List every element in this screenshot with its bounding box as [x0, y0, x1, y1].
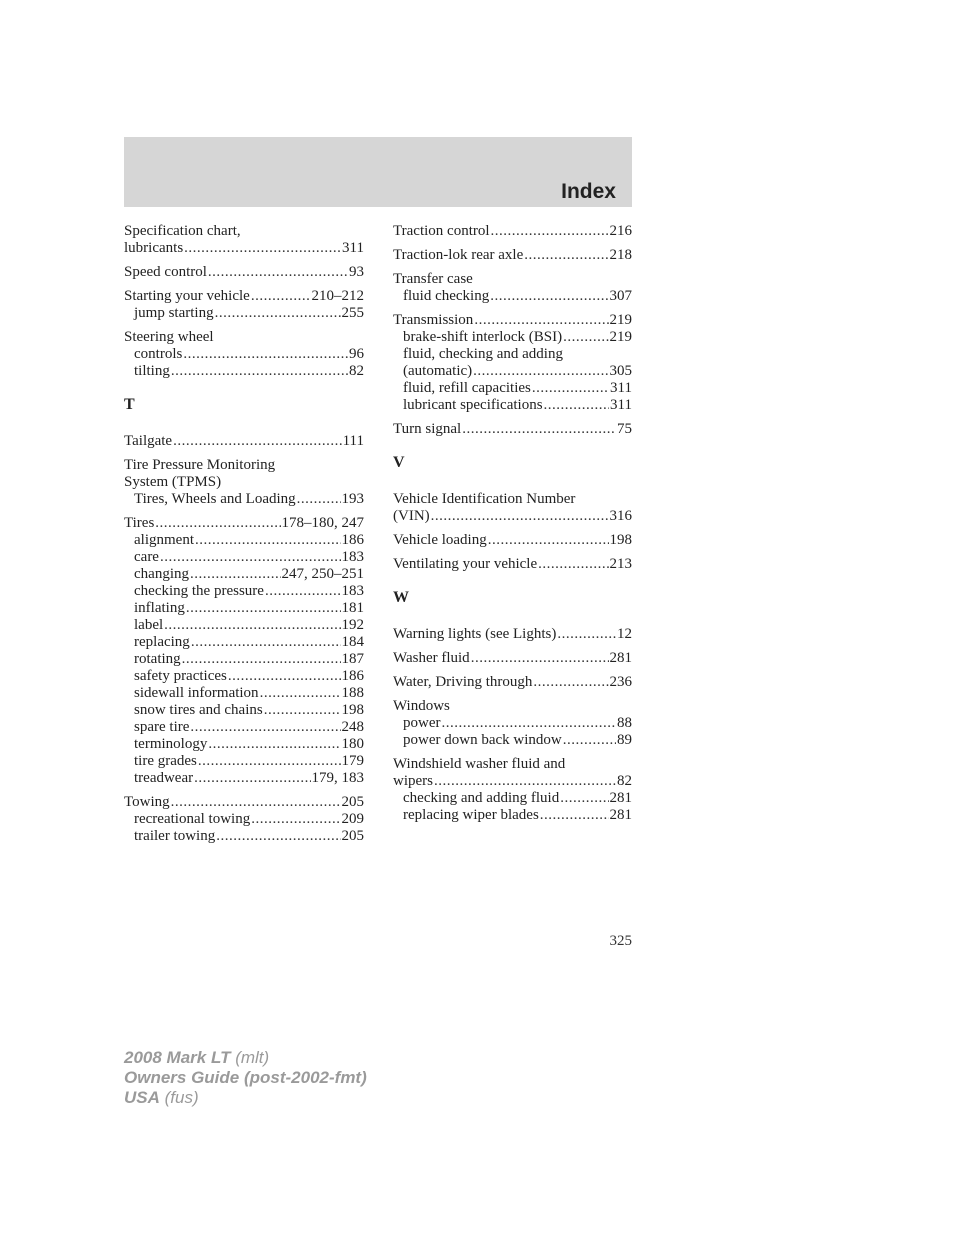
index-page-ref: 219: [609, 329, 632, 345]
index-subentry: [124, 770, 364, 787]
index-page-ref: 281: [609, 650, 632, 666]
index-entry: [393, 650, 632, 667]
index-page-ref: 82: [349, 363, 364, 379]
index-entry-line: [393, 491, 632, 508]
index-subentry: [124, 600, 364, 617]
index-term: controls: [134, 346, 183, 362]
index-subentry: [124, 811, 364, 828]
index-entry-line: [124, 223, 364, 240]
index-subentry: [393, 380, 632, 397]
index-page-ref: 192: [341, 617, 364, 633]
index-page-ref: 178–180, 247: [281, 515, 364, 531]
dot-leader: [533, 674, 608, 691]
index-page-ref: 305: [609, 363, 632, 379]
index-term: checking and adding fluid: [403, 790, 560, 806]
index-term: terminology: [134, 736, 208, 752]
dot-leader: [186, 600, 341, 617]
dot-leader: [544, 397, 610, 414]
index-subentry: [393, 329, 632, 346]
index-term: replacing: [134, 634, 190, 650]
index-term: Towing: [124, 794, 170, 810]
index-entry-line: [393, 508, 632, 525]
index-subentry: [124, 491, 364, 508]
index-entry: [124, 288, 364, 322]
index-entry: [393, 698, 632, 749]
index-term: Turn signal: [393, 421, 462, 437]
index-term: checking the pressure: [134, 583, 264, 599]
index-subentry: [124, 753, 364, 770]
index-entry: [393, 271, 632, 305]
index-page-ref: 187: [341, 651, 364, 667]
index-term: fluid, refill capacities: [403, 380, 531, 396]
index-term: Warning lights (see Lights): [393, 626, 557, 642]
index-entry: [393, 626, 632, 643]
index-term: Tire Pressure Monitoring: [124, 457, 276, 473]
index-term: Traction-lok rear axle: [393, 247, 524, 263]
index-subentry: [393, 790, 632, 807]
dot-leader: [265, 583, 341, 600]
index-entry-line: [124, 288, 364, 305]
dot-leader: [434, 773, 616, 790]
index-term: Traction control: [393, 223, 490, 239]
dot-leader: [538, 556, 608, 573]
index-letter-heading: W: [393, 589, 409, 606]
index-column-left: [124, 223, 364, 852]
index-subentry: [393, 732, 632, 749]
dot-leader: [297, 491, 341, 508]
index-page-ref: 311: [610, 397, 632, 413]
index-term: lubricants: [124, 240, 184, 256]
index-page-ref: 188: [341, 685, 364, 701]
index-entry: [393, 556, 632, 573]
index-subentry: [393, 807, 632, 824]
index-page-ref: 198: [609, 532, 632, 548]
index-term: Washer fluid: [393, 650, 470, 666]
index-page-ref: 88: [617, 715, 632, 731]
index-page-ref: 89: [617, 732, 632, 748]
index-page-ref: 75: [617, 421, 632, 437]
index-term: tilting: [134, 363, 170, 379]
document-footer: [124, 1048, 367, 1108]
index-entry-line: [124, 264, 364, 281]
index-page-ref: 96: [349, 346, 364, 362]
index-term: jump starting: [134, 305, 214, 321]
index-page-ref: 198: [341, 702, 364, 718]
page-number: 325: [609, 933, 632, 949]
index-subentry: [393, 715, 632, 732]
dot-leader: [215, 305, 341, 322]
index-term: rotating: [134, 651, 181, 667]
index-entry: [393, 756, 632, 824]
index-term: Vehicle Identification Number: [393, 491, 576, 507]
index-entry: [393, 223, 632, 240]
footer-line: 2008 Mark LT (mlt): [124, 1048, 270, 1067]
index-term: System (TPMS): [124, 474, 222, 490]
index-page-ref: 311: [610, 380, 632, 396]
index-term: Vehicle loading: [393, 532, 487, 548]
index-page-ref: 179, 183: [311, 770, 364, 786]
index-term: (automatic): [403, 363, 473, 379]
dot-leader: [228, 668, 341, 685]
dot-leader: [194, 770, 310, 787]
index-term: Transmission: [393, 312, 474, 328]
index-subentry: [393, 288, 632, 305]
index-entry-line: [393, 271, 632, 288]
dot-leader: [190, 719, 340, 736]
index-entry-line: [393, 674, 632, 691]
dot-leader: [563, 732, 616, 749]
index-term: Ventilating your vehicle: [393, 556, 538, 572]
index-term: Windshield washer fluid and: [393, 756, 566, 772]
index-term: wipers: [393, 773, 433, 789]
index-subentry: [393, 363, 632, 380]
index-term: brake-shift interlock (BSI): [403, 329, 563, 345]
index-page-ref: 186: [341, 668, 364, 684]
index-term: Starting your vehicle: [124, 288, 250, 304]
index-subentry: [124, 668, 364, 685]
index-page-ref: 209: [341, 811, 364, 827]
index-term: tire grades: [134, 753, 197, 769]
index-subentry: [393, 397, 632, 414]
index-page-ref: 281: [609, 790, 632, 806]
dot-leader: [208, 264, 348, 281]
index-entry: [124, 264, 364, 281]
dot-leader: [557, 626, 616, 643]
index-subentry: [124, 719, 364, 736]
index-entry-line: [393, 223, 632, 240]
dot-leader: [216, 828, 340, 845]
index-term: recreational towing: [134, 811, 251, 827]
dot-leader: [264, 702, 341, 719]
dot-leader: [260, 685, 341, 702]
index-entry-line: [393, 312, 632, 329]
index-letter-heading: T: [124, 396, 135, 413]
index-subentry: [124, 305, 364, 322]
index-page-ref: 236: [609, 674, 632, 690]
index-term: Tires, Wheels and Loading: [134, 491, 296, 507]
index-term: Water, Driving through: [393, 674, 533, 690]
index-letter-heading: V: [393, 454, 405, 471]
index-entry-line: [393, 421, 632, 438]
index-entry-line: [124, 474, 364, 491]
index-entry: [124, 794, 364, 845]
index-entry-line: [124, 240, 364, 257]
index-term: Specification chart,: [124, 223, 241, 239]
index-term: inflating: [134, 600, 185, 616]
dot-leader: [164, 617, 340, 634]
index-page-ref: 255: [341, 305, 364, 321]
dot-leader: [490, 288, 608, 305]
index-subentry: [124, 617, 364, 634]
index-page-ref: 179: [341, 753, 364, 769]
index-page-ref: 183: [341, 549, 364, 565]
index-entry: [393, 532, 632, 549]
dot-leader: [560, 790, 608, 807]
index-subentry: [124, 651, 364, 668]
index-term: changing: [134, 566, 189, 582]
index-page-ref: 181: [341, 600, 364, 616]
index-page-ref: 193: [341, 491, 364, 507]
index-term: spare tire: [134, 719, 190, 735]
index-page-ref: 180: [341, 736, 364, 752]
index-entry: [124, 457, 364, 508]
index-page-ref: 205: [341, 828, 364, 844]
index-entry-line: [393, 773, 632, 790]
index-term: Steering wheel: [124, 329, 214, 345]
index-entry: [124, 433, 364, 450]
dot-leader: [160, 549, 341, 566]
index-subentry: [124, 583, 364, 600]
index-subentry: [124, 634, 364, 651]
index-page-ref: 248: [341, 719, 364, 735]
dot-leader: [183, 346, 348, 363]
index-term: care: [134, 549, 159, 565]
index-entry-line: [393, 626, 632, 643]
dot-leader: [524, 247, 608, 264]
dot-leader: [173, 433, 342, 450]
dot-leader: [182, 651, 341, 668]
index-page-ref: 12: [617, 626, 632, 642]
index-page-ref: 307: [609, 288, 632, 304]
index-page-ref: 281: [609, 807, 632, 823]
index-page-ref: 210–212: [311, 288, 364, 304]
index-term: lubricant specifications: [403, 397, 543, 413]
dot-leader: [473, 363, 608, 380]
index-page-ref: 219: [609, 312, 632, 328]
index-subentry: [124, 702, 364, 719]
index-page-ref: 82: [617, 773, 632, 789]
dot-leader: [532, 380, 609, 397]
index-subentry: [124, 363, 364, 380]
dot-leader: [191, 634, 341, 651]
index-subentry: [124, 828, 364, 845]
dot-leader: [488, 532, 609, 549]
dot-leader: [474, 312, 608, 329]
index-entry: [393, 247, 632, 264]
index-page-ref: 316: [609, 508, 632, 524]
index-subentry: [124, 549, 364, 566]
index-entry: [124, 515, 364, 787]
footer-line: Owners Guide (post-2002-fmt): [124, 1068, 367, 1087]
index-entry: [393, 674, 632, 691]
index-page-ref: 93: [349, 264, 364, 280]
index-entry-line: [393, 556, 632, 573]
index-term: label: [134, 617, 164, 633]
index-entry-line: [393, 247, 632, 264]
footer-line: USA (fus): [124, 1088, 199, 1107]
dot-leader: [155, 515, 280, 532]
index-entry-line: [124, 794, 364, 811]
index-term: Windows: [393, 698, 450, 714]
index-subentry: [124, 736, 364, 753]
index-subentry: [124, 346, 364, 363]
index-entry-line: [124, 433, 364, 450]
index-page-ref: 183: [341, 583, 364, 599]
index-subentry: [393, 346, 632, 363]
dot-leader: [198, 753, 341, 770]
dot-leader: [184, 240, 341, 257]
index-term: sidewall information: [134, 685, 259, 701]
dot-leader: [540, 807, 609, 824]
index-entry-line: [393, 650, 632, 667]
index-page-ref: 111: [342, 433, 364, 449]
index-subentry: [124, 532, 364, 549]
index-entry: [124, 329, 364, 380]
index-entry-line: [124, 515, 364, 532]
section-title: Index: [561, 180, 616, 203]
index-term: Tailgate: [124, 433, 173, 449]
dot-leader: [208, 736, 340, 753]
dot-leader: [195, 532, 341, 549]
dot-leader: [251, 288, 311, 305]
dot-leader: [251, 811, 340, 828]
index-entry-line: [393, 532, 632, 549]
dot-leader: [471, 650, 609, 667]
index-term: power: [403, 715, 441, 731]
index-entry-line: [124, 457, 364, 474]
dot-leader: [442, 715, 617, 732]
index-entry: [393, 312, 632, 414]
dot-leader: [431, 508, 609, 525]
index-term: power down back window: [403, 732, 562, 748]
dot-leader: [171, 794, 341, 811]
index-page-ref: 213: [609, 556, 632, 572]
index-term: Speed control: [124, 264, 207, 280]
index-term: treadwear: [134, 770, 194, 786]
index-entry: [124, 223, 364, 257]
index-page-ref: 311: [342, 240, 364, 256]
index-entry-line: [393, 698, 632, 715]
index-term: replacing wiper blades: [403, 807, 539, 823]
dot-leader: [171, 363, 348, 380]
dot-leader: [462, 421, 616, 438]
index-entry-line: [124, 329, 364, 346]
index-entry: [393, 491, 632, 525]
index-column-right: [393, 223, 632, 831]
index-entry: [393, 421, 632, 438]
section-header-band: [124, 137, 632, 207]
index-page-ref: 216: [609, 223, 632, 239]
index-term: fluid, checking and adding: [403, 346, 563, 362]
dot-leader: [563, 329, 608, 346]
dot-leader: [190, 566, 281, 583]
index-term: snow tires and chains: [134, 702, 263, 718]
index-term: safety practices: [134, 668, 227, 684]
index-term: trailer towing: [134, 828, 216, 844]
index-term: Transfer case: [393, 271, 473, 287]
dot-leader: [491, 223, 609, 240]
index-term: (VIN): [393, 508, 430, 524]
index-subentry: [124, 685, 364, 702]
index-entry-line: [393, 756, 632, 773]
index-subentry: [124, 566, 364, 583]
index-term: fluid checking: [403, 288, 490, 304]
index-term: Tires: [124, 515, 155, 531]
index-page-ref: 186: [341, 532, 364, 548]
index-term: alignment: [134, 532, 194, 548]
index-page-ref: 184: [341, 634, 364, 650]
index-page-ref: 218: [609, 247, 632, 263]
index-page-ref: 205: [341, 794, 364, 810]
index-page-ref: 247, 250–251: [281, 566, 364, 582]
